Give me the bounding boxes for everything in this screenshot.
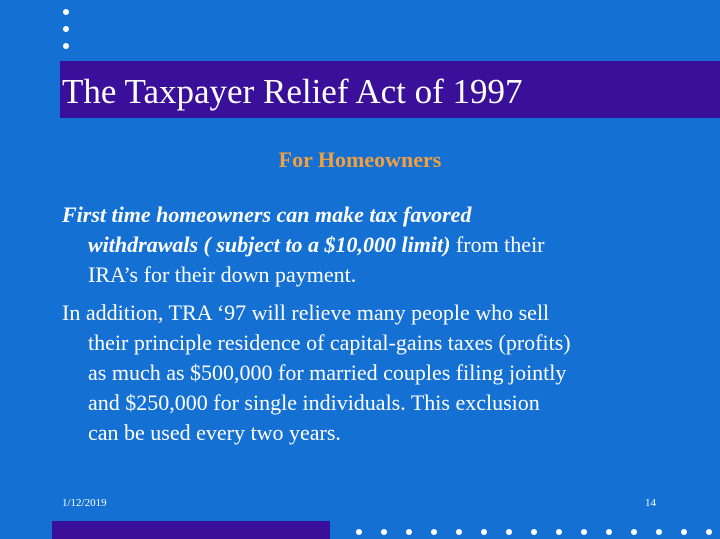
bullet-text: from their bbox=[450, 232, 545, 257]
decorative-dot bbox=[356, 529, 362, 535]
footer-date: 1/12/2019 bbox=[62, 497, 107, 509]
bullet-line: IRA’s for their down payment. bbox=[88, 262, 357, 287]
decorative-dot bbox=[556, 529, 562, 535]
decorative-dot bbox=[631, 529, 637, 535]
slide-subtitle: For Homeowners bbox=[278, 147, 442, 172]
bullet-tra97 bbox=[62, 298, 702, 448]
bullet-line bbox=[62, 230, 702, 260]
bullet-line: their principle residence of capital-gains taxes (profits) bbox=[88, 330, 571, 355]
page-number: 14 bbox=[645, 497, 656, 509]
decorative-dot bbox=[63, 43, 69, 49]
bottom-bar bbox=[52, 521, 330, 539]
bullet-homeowners bbox=[62, 200, 702, 290]
decorative-dot bbox=[706, 529, 712, 535]
bullet-line: In addition, TRA ‘97 will relieve many people who sell bbox=[62, 300, 550, 325]
decorative-dot bbox=[406, 529, 412, 535]
decorative-dot bbox=[606, 529, 612, 535]
decorative-dot bbox=[581, 529, 587, 535]
bullet-line: can be used every two years. bbox=[88, 420, 341, 445]
bullet-line: as much as $500,000 for married couples filing jointly bbox=[88, 360, 567, 385]
decorative-dot bbox=[531, 529, 537, 535]
decorative-dot bbox=[481, 529, 487, 535]
decorative-dot bbox=[456, 529, 462, 535]
decorative-dot bbox=[63, 26, 69, 32]
bullet-line: First time homeowners can make tax favored bbox=[62, 202, 472, 227]
decorative-dot bbox=[656, 529, 662, 535]
decorative-dot bbox=[681, 529, 687, 535]
decorative-dot bbox=[381, 529, 387, 535]
bullet-line: and $250,000 for single individuals. This exclusion bbox=[88, 390, 540, 415]
emphasis-text: withdrawals ( subject to a $10,000 limit) bbox=[88, 232, 451, 257]
decorative-dot bbox=[431, 529, 437, 535]
slide-title: The Taxpayer Relief Act of 1997 bbox=[62, 72, 523, 111]
decorative-dot bbox=[506, 529, 512, 535]
decorative-dot bbox=[63, 9, 69, 15]
